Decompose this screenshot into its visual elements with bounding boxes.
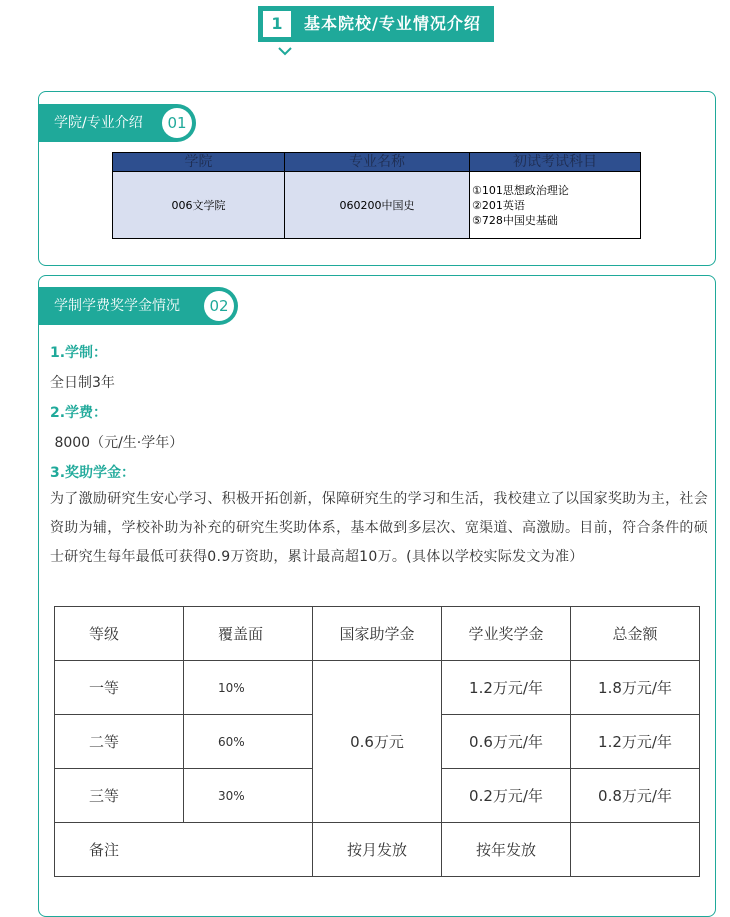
table-header: 学业奖学金 bbox=[442, 607, 571, 661]
total-cell: 1.2万元/年 bbox=[571, 715, 700, 769]
note-academic-cell: 按年发放 bbox=[442, 823, 571, 877]
coverage-cell: 10% bbox=[184, 661, 313, 715]
total-cell: 0.8万元/年 bbox=[571, 769, 700, 823]
subject-item: ②201英语 bbox=[472, 198, 525, 212]
subject-item: ①101思想政治理论 bbox=[472, 183, 569, 197]
chevron-down-icon bbox=[278, 44, 292, 58]
major-table bbox=[112, 152, 641, 239]
table-header: 覆盖面 bbox=[184, 607, 313, 661]
academic-cell: 0.2万元/年 bbox=[442, 769, 571, 823]
header-number: 1 bbox=[263, 11, 291, 37]
section-badge: 02 bbox=[204, 291, 234, 321]
tuition-heading: 2.学费： bbox=[50, 405, 108, 421]
major-cell: 060200中国史 bbox=[285, 172, 470, 239]
table-header-row bbox=[113, 153, 641, 172]
table-header: 国家助学金 bbox=[313, 607, 442, 661]
level-cell: 三等 bbox=[55, 769, 184, 823]
note-national-cell: 按月发放 bbox=[313, 823, 442, 877]
level-cell: 一等 bbox=[55, 661, 184, 715]
table-row bbox=[55, 661, 700, 715]
table-header: 总金额 bbox=[571, 607, 700, 661]
section-label-pill bbox=[38, 104, 196, 142]
table-row bbox=[113, 172, 641, 239]
tuition-text: 8000（元/生·学年） bbox=[50, 435, 184, 451]
section-label-pill bbox=[38, 287, 238, 325]
subjects-cell bbox=[470, 172, 641, 239]
note-label-cell: 备注 bbox=[55, 823, 313, 877]
section-badge: 01 bbox=[162, 108, 192, 138]
subject-item: ⑤728中国史基础 bbox=[472, 213, 558, 227]
level-cell: 二等 bbox=[55, 715, 184, 769]
national-grant-cell: 0.6万元 bbox=[313, 661, 442, 823]
academic-cell: 0.6万元/年 bbox=[442, 715, 571, 769]
section-label: 学院/专业介绍 bbox=[54, 115, 143, 131]
section-label: 学制学费奖学金情况 bbox=[54, 298, 180, 314]
scholarship-heading: 3.奖助学金： bbox=[50, 465, 136, 481]
table-row bbox=[55, 823, 700, 877]
section-header bbox=[258, 6, 494, 42]
duration-text: 全日制3年 bbox=[50, 375, 115, 391]
coverage-cell: 60% bbox=[184, 715, 313, 769]
college-cell: 006文学院 bbox=[113, 172, 285, 239]
header-title: 基本院校/专业情况介绍 bbox=[304, 14, 481, 33]
tuition-scholarship-section bbox=[38, 275, 716, 917]
note-total-cell bbox=[571, 823, 700, 877]
duration-heading: 1.学制： bbox=[50, 345, 108, 361]
table-header: 等级 bbox=[55, 607, 184, 661]
scholarship-table bbox=[54, 606, 700, 877]
college-major-section bbox=[38, 91, 716, 266]
table-header-row bbox=[55, 607, 700, 661]
coverage-cell: 30% bbox=[184, 769, 313, 823]
academic-cell: 1.2万元/年 bbox=[442, 661, 571, 715]
total-cell: 1.8万元/年 bbox=[571, 661, 700, 715]
table-header: 初试考试科目 bbox=[470, 153, 641, 172]
scholarship-paragraph: 为了激励研究生安心学习、积极开拓创新，保障研究生的学习和生活，我校建立了以国家奖助为主，社会资助为辅，学校补助为补充的研究生奖助体系，基本做到多层次、宽渠道、高激励。目前，符合条件的硕士研究生每年最低可获得0.9万资助，累计最高超10万。(具体以学校实际发文为准） bbox=[50, 491, 708, 565]
table-header: 专业名称 bbox=[285, 153, 470, 172]
table-header: 学院 bbox=[113, 153, 285, 172]
